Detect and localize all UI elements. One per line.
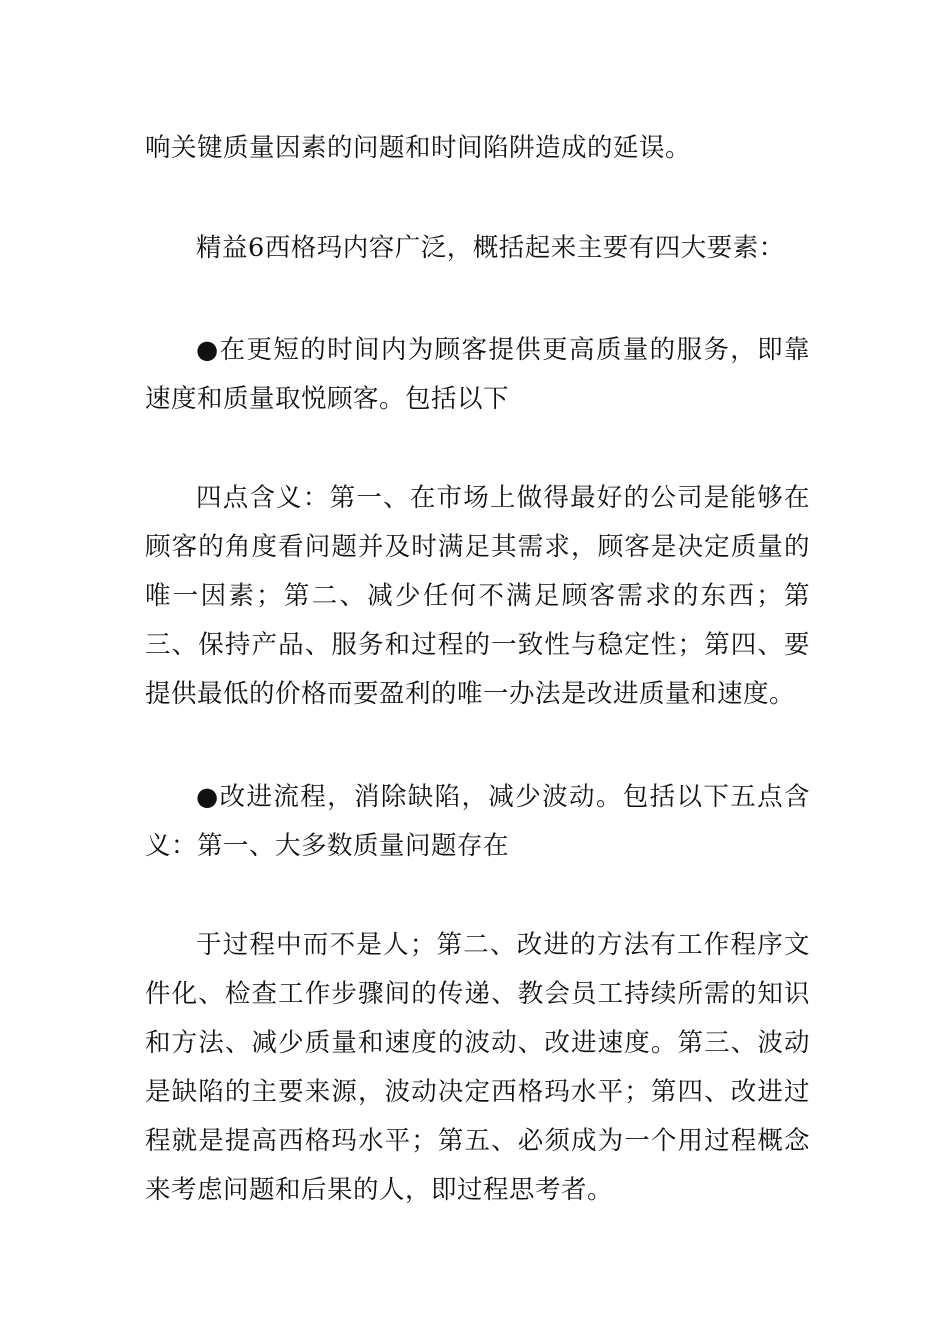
- paragraph-five-points: 于过程中而不是人；第二、改进的方法有工作程序文件化、检查工作步骤间的传递、教会员工持续所需的知识和方法、减少质量和速度的波动、改进速度。第三、波动是缺陷的主要来源，波动决定西格玛水平；第四、改进过程就是提高西格玛水平；第五、必须成为一个用过程概念来考虑问题和后果的人，即过程思考者。: [145, 930, 810, 1205]
- paragraph-bullet-process: ●改进流程，消除缺陷，减少波动。包括以下五点含义：第一、大多数质量问题存在: [145, 782, 810, 861]
- paragraph-bullet-customer: ●在更短的时间内为顾客提供更高质量的服务，即靠速度和质量取悦顾客。包括以下: [145, 335, 810, 414]
- paragraph-four-points: 四点含义：第一、在市场上做得最好的公司是能够在顾客的角度看问题并及时满足其需求，顾客是决定质量的唯一因素；第二、减少任何不满足顾客需求的东西；第三、保持产品、服务和过程的一致性与稳定性；第四、要提供最低的价格而要盈利的唯一办法是改进质量和速度。: [145, 483, 810, 709]
- paragraph-continuation: 响关键质量因素的问题和时间陷阱造成的延误。: [145, 133, 692, 163]
- paragraph-intro: 精益6西格玛内容广泛，概括起来主要有四大要素：: [196, 233, 785, 263]
